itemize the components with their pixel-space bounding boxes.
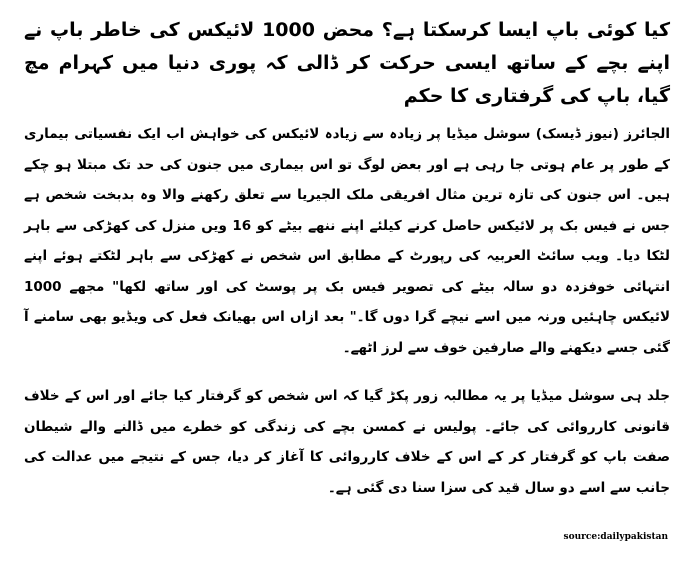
article-headline: کیا کوئی باپ ایسا کرسکتا ہے؟ محض 1000 لائیکس کی خاطر باپ نے اپنے بچے کے ساتھ ایسی حرکت کر ڈالی کہ پوری دنیا میں کہرام مچ گیا، باپ کی گرفتاری کا حکم xyxy=(24,19,670,107)
article-paragraph-1: الجائرز (نیوز ڈیسک) سوشل میڈیا پر زیادہ سے زیادہ لائیکس کی خواہش اب ایک نفسیاتی بیماری کے طور پر عام ہوتی جا رہی ہے اور بعض لوگ تو اس بیماری میں جنون کی حد تک مبتلا ہو چکے ہیں۔ اس جنون کی تازہ ترین مثال افریقی ملک الجیریا سے تعلق رکھنے والا وہ بدبخت شخص ہے جس نے فیس بک پر لائیکس حاصل کرنے کیلئے اپنے ننھے بیٹے کو 16 ویں منزل کی کھڑکی سے باہر لٹکا دیا۔ ویب سائٹ العربیہ کی رپورٹ کے مطابق اس شخص نے کھڑکی سے باہر لٹکتے ہوئے اپنے انتہائی خوفزدہ دو سالہ بیٹے کی تصویر فیس بک پر پوسٹ کی اور ساتھ لکھا" مجھے 1000 لائیکس چاہئیں ورنہ میں اسے نیچے گرا دوں گا۔" بعد ازاں اس بھیانک فعل کی ویڈیو بھی سامنے آ گئی جسے دیکھنے والے صارفین خوف سے لرز اٹھے۔ xyxy=(24,126,670,356)
news-article xyxy=(24,14,670,521)
source-credit: source:dailypakistan xyxy=(563,532,668,542)
article-paragraph-2: جلد ہی سوشل میڈیا پر یہ مطالبہ زور پکڑ گیا کہ اس شخص کو گرفتار کیا جائے اور اس کے خلاف قانونی کارروائی کی جائے۔ پولیس نے کمسن بچے کی زندگی کو خطرے میں ڈالنے والے شیطان صفت باپ کو گرفتار کر کے اس کے خلاف کارروائی کا آغاز کر دیا، جس کے نتیجے میں عدالت کی جانب سے اسے دو سال قید کی سزا سنا دی گئی ہے۔ xyxy=(24,388,670,496)
